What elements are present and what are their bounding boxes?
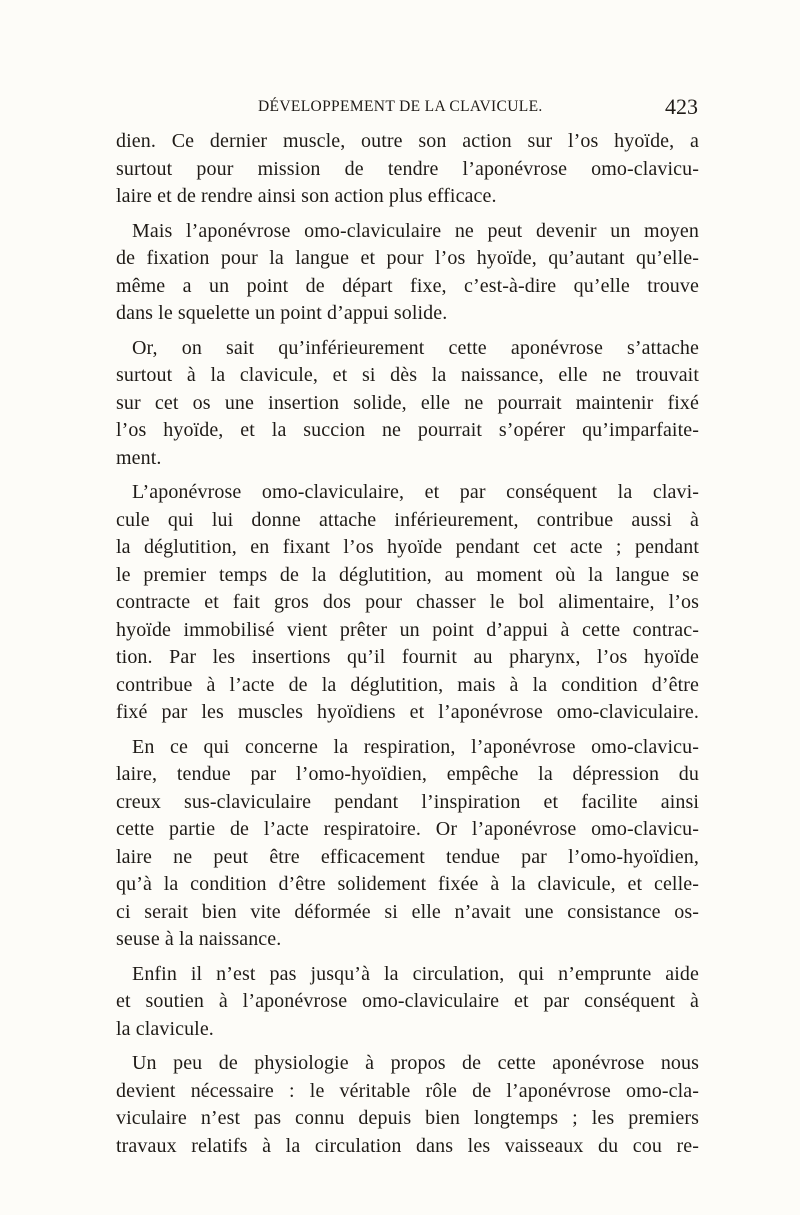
text-line: surtout à la clavicule, et si dès la naissance, elle ne trouvait [116, 364, 699, 386]
text-line: tion. Par les insertions qu’il fournit au pharynx, l’os hyoïde [116, 646, 699, 668]
text-line: ci serait bien vite déformée si elle n’avait une consistance os- [116, 900, 699, 923]
text-line: hyoïde immobilisé vient prêter un point d’appui à cette contrac- [116, 618, 699, 641]
text-line: fixé par les muscles hyoïdiens et l’aponévrose omo-claviculaire. [116, 701, 699, 723]
text-line: contribue à l’acte de la déglutition, mais à la condition d’être [116, 673, 699, 696]
page-header [258, 94, 698, 122]
text-line: devient nécessaire : le véritable rôle de l’aponévrose omo-cla- [116, 1079, 699, 1102]
text-line: Mais l’aponévrose omo-claviculaire ne peut devenir un moyen [132, 219, 699, 242]
text-line: laire, tendue par l’omo-hyoïdien, empêche la dépression du [116, 763, 699, 785]
text-line: seuse à la naissance. [116, 928, 282, 950]
text-line: surtout pour mission de tendre l’aponévrose omo-clavicu- [116, 157, 699, 180]
text-line: Enfin il n’est pas jusqu’à la circulation, qui n’emprunte aide [132, 962, 699, 985]
text-line: ment. [116, 446, 162, 469]
paragraph [116, 734, 699, 954]
paragraph [116, 961, 699, 1044]
text-line: sur cet os une insertion solide, elle ne pourrait maintenir fixé [116, 391, 699, 414]
text-line: l’os hyoïde, et la succion ne pourrait s’opérer qu’imparfaite- [116, 419, 699, 441]
page-number: 423 [665, 94, 698, 119]
paragraph [116, 1050, 699, 1160]
body-text [116, 128, 699, 1160]
text-line: même a un point de départ fixe, c’est-à-dire qu’elle trouve [116, 274, 699, 297]
paragraph [116, 335, 699, 473]
text-line: dans le squelette un point d’appui solide. [116, 302, 448, 324]
text-line: travaux relatifs à la circulation dans les vaisseaux du cou re- [116, 1134, 699, 1157]
text-line: la déglutition, en fixant l’os hyoïde pendant cet acte ; pendant [116, 536, 699, 558]
paragraph [116, 218, 699, 328]
text-line: laire et de rendre ainsi son action plus efficace. [116, 185, 497, 207]
paragraph [116, 479, 699, 727]
text-line: laire ne peut être efficacement tendue par l’omo-hyoïdien, [116, 845, 699, 868]
text-line: de fixation pour la langue et pour l’os hyoïde, qu’autant qu’elle- [116, 247, 699, 269]
text-line: L’aponévrose omo-claviculaire, et par conséquent la clavi- [132, 481, 699, 503]
text-line: dien. Ce dernier muscle, outre son action sur l’os hyoïde, a [116, 130, 699, 152]
text-line: cette partie de l’acte respiratoire. Or l’aponévrose omo-clavicu- [116, 818, 699, 840]
text-line: viculaire n’est pas connu depuis bien longtemps ; les premiers [116, 1107, 699, 1129]
paragraph [116, 128, 699, 211]
text-line: et soutien à l’aponévrose omo-claviculaire et par conséquent à [116, 990, 699, 1012]
text-line: Un peu de physiologie à propos de cette aponévrose nous [132, 1052, 699, 1074]
text-line: En ce qui concerne la respiration, l’aponévrose omo-clavicu- [132, 735, 699, 758]
running-title: DÉVELOPPEMENT DE LA CLAVICULE. [258, 98, 543, 115]
text-line: contracte et fait gros dos pour chasser le bol alimentaire, l’os [116, 591, 699, 613]
text-line: cule qui lui donne attache inférieurement, contribue aussi à [116, 508, 699, 531]
text-line: qu’à la condition d’être solidement fixée à la clavicule, et celle- [116, 873, 699, 895]
text-line: creux sus-claviculaire pendant l’inspiration et facilite ainsi [116, 790, 699, 813]
text-line: le premier temps de la déglutition, au moment où la langue se [116, 563, 699, 586]
text-line: Or, on sait qu’inférieurement cette aponévrose s’attache [132, 336, 699, 359]
text-line: la clavicule. [116, 1017, 214, 1040]
